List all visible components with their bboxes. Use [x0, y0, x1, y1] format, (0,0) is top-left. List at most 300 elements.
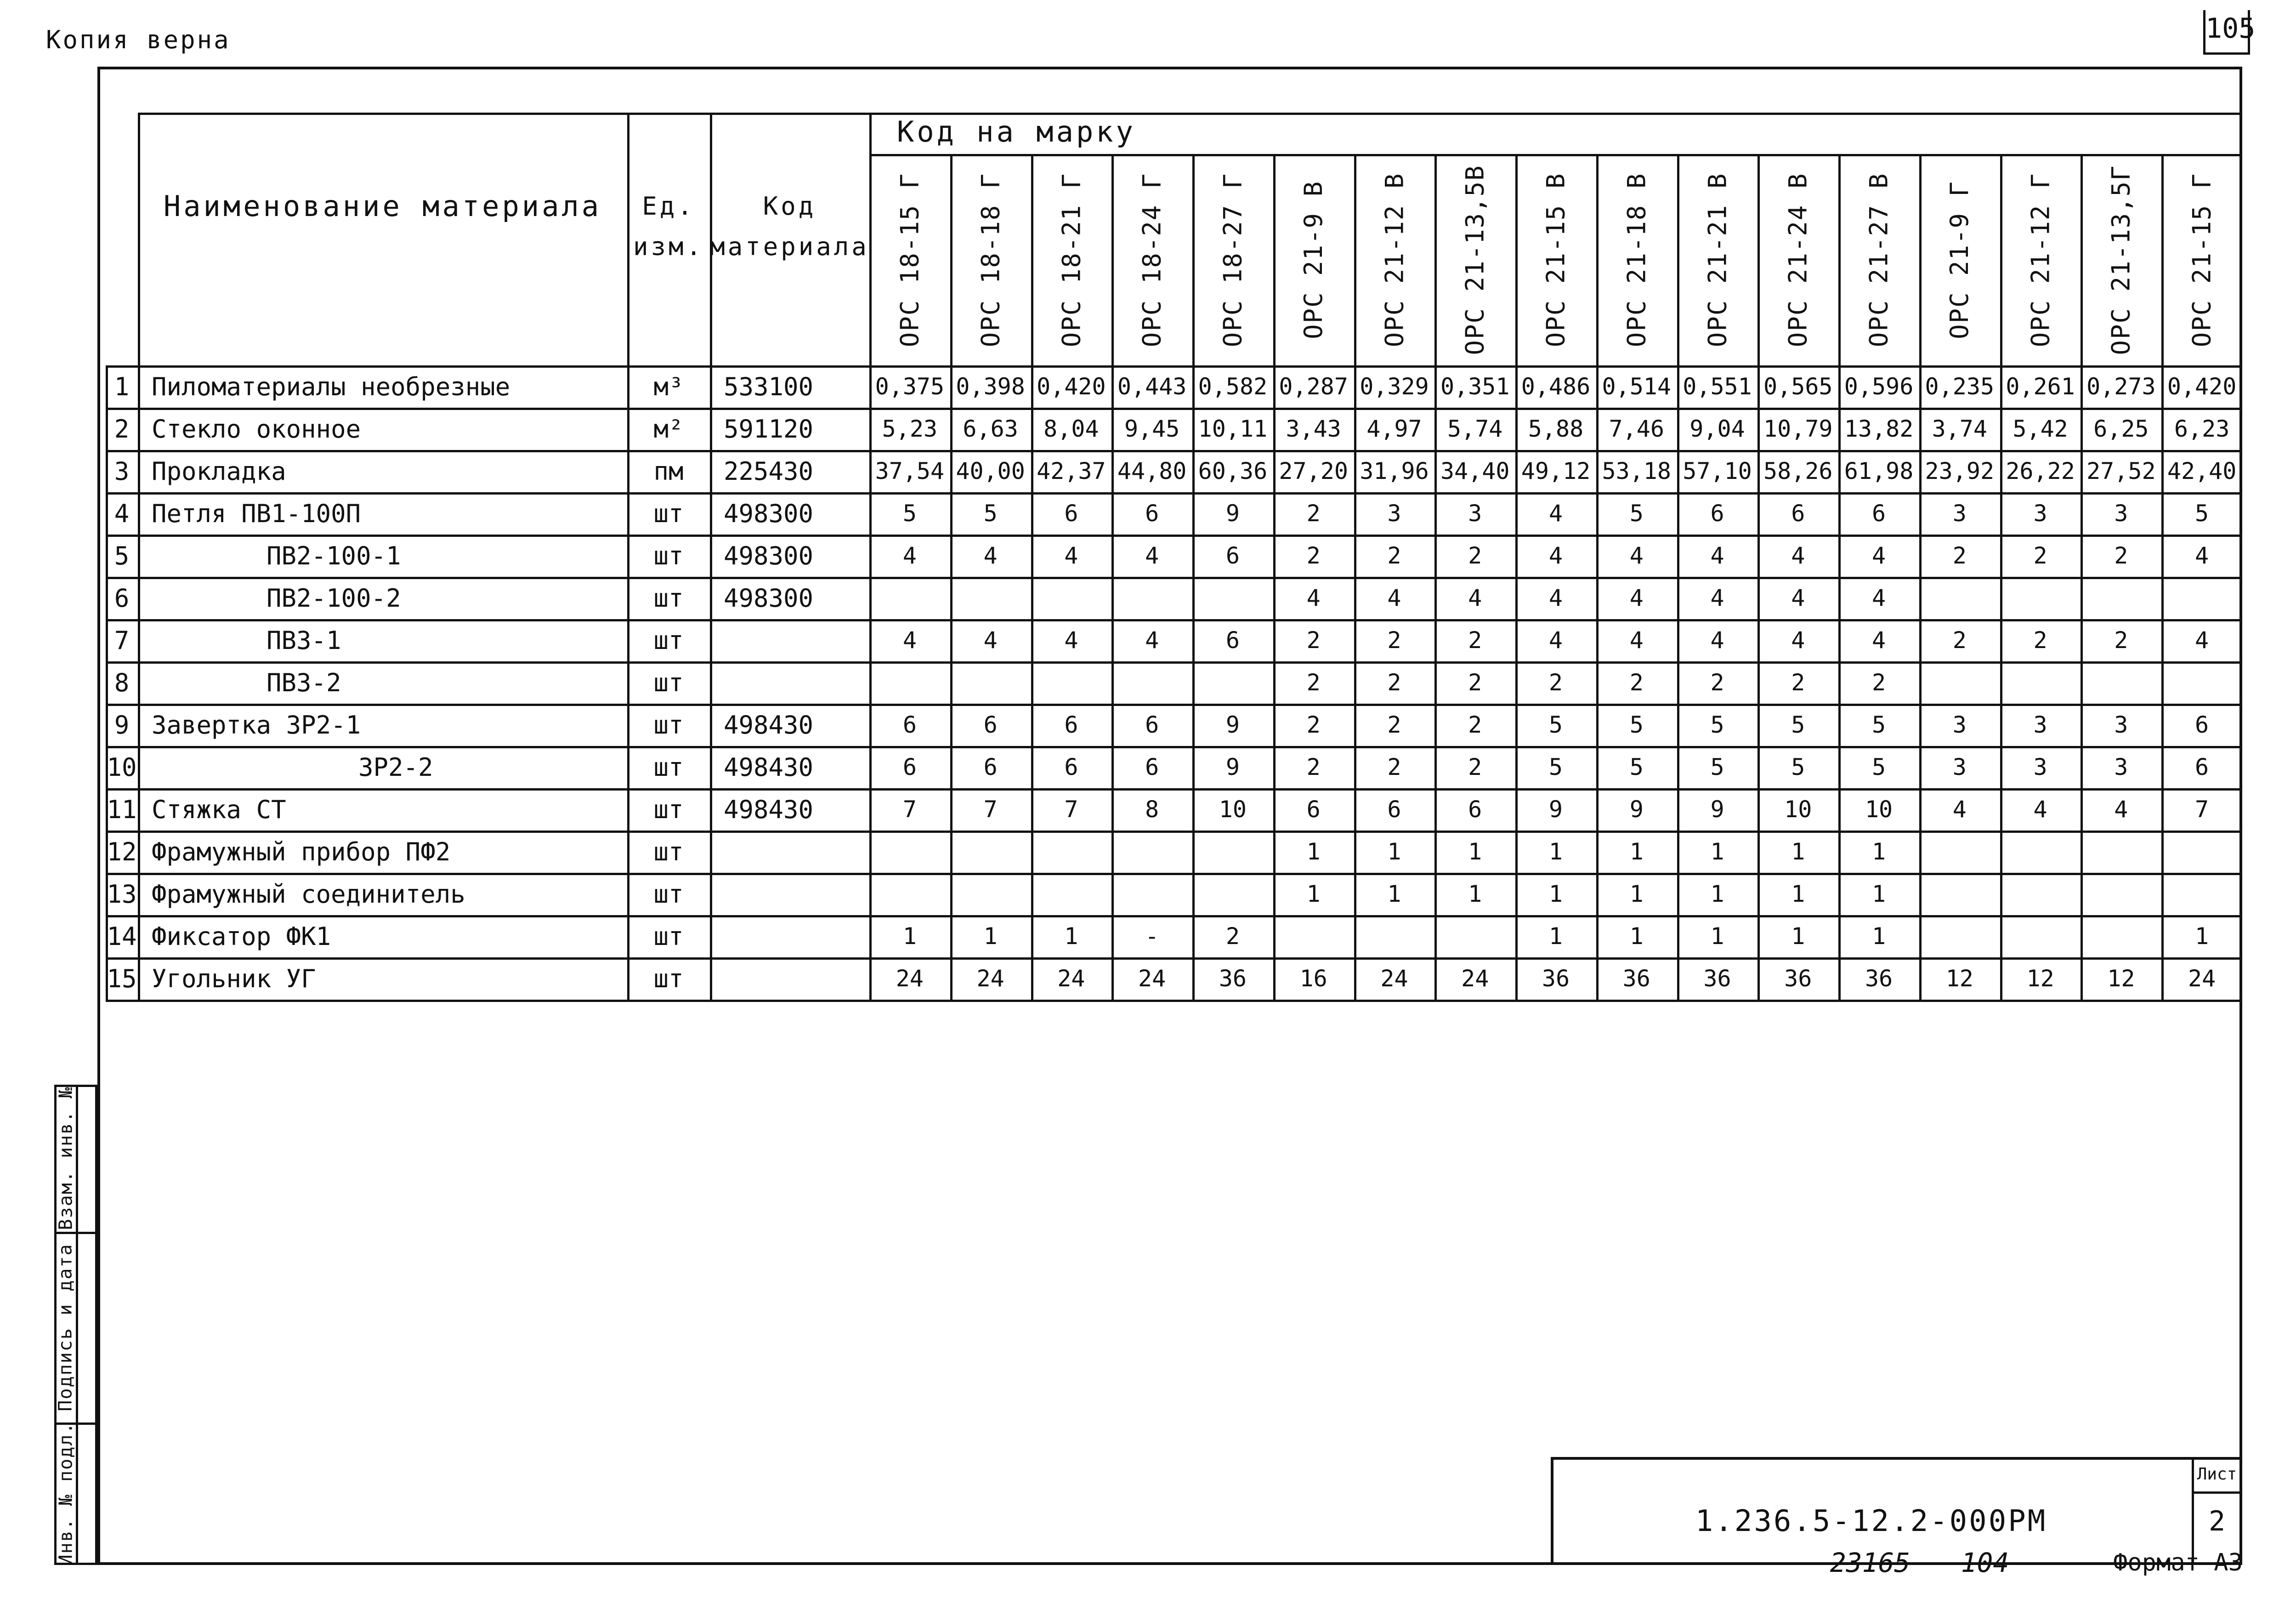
- quantity-cell: 42,37: [1037, 458, 1106, 484]
- quantity-cell: [950, 577, 1031, 619]
- quantity-cell: 9: [1225, 500, 1240, 527]
- quantity-cell: 0,287: [1279, 373, 1348, 400]
- material-name: ПВ3-2: [266, 668, 341, 697]
- mark-header-label: ОРС 21-21 В: [1703, 172, 1732, 347]
- quantity-cell: 6,25: [2093, 415, 2149, 442]
- quantity-cell: [1031, 577, 1112, 619]
- quantity-cell: 2: [2114, 542, 2128, 569]
- quantity-cell: 4: [1791, 585, 1805, 611]
- quantity-cell: 5,23: [882, 415, 938, 442]
- material-name: Петля ПВ1-100П: [152, 499, 361, 528]
- quantity-cell: [2000, 873, 2081, 915]
- unit: шт: [653, 668, 684, 697]
- quantity-cell: [1111, 831, 1192, 873]
- mark-header: [1596, 154, 1677, 365]
- row-number: 2: [114, 414, 130, 444]
- quantity-cell: 4: [1387, 585, 1401, 611]
- quantity-cell: 1: [1710, 923, 1724, 950]
- quantity-cell: 5: [1629, 500, 1644, 527]
- mark-header-label: ОРС 18-27 Г: [1218, 172, 1247, 347]
- unit: шт: [653, 752, 684, 782]
- quantity-cell: 7: [2195, 796, 2209, 823]
- material-code: [710, 661, 869, 704]
- quantity-cell: 2: [1306, 500, 1321, 527]
- quantity-cell: 24: [976, 965, 1004, 992]
- quantity-cell: 4: [1548, 542, 1563, 569]
- quantity-cell: 0,235: [1925, 373, 1995, 400]
- quantity-cell: 0,420: [2167, 373, 2237, 400]
- quantity-cell: 3,43: [1286, 415, 1341, 442]
- material-name: Фиксатор ФК1: [152, 922, 331, 951]
- material-code: [710, 957, 869, 1000]
- quantity-cell: 2: [2033, 542, 2047, 569]
- mark-header: [1192, 154, 1273, 365]
- quantity-cell: 0,351: [1440, 373, 1510, 400]
- quantity-cell: 6: [1145, 500, 1159, 527]
- quantity-cell: 3: [2033, 754, 2047, 780]
- quantity-cell: [869, 831, 950, 873]
- quantity-cell: 3: [1952, 711, 1967, 738]
- quantity-cell: [1192, 831, 1273, 873]
- mark-header-label: ОРС 18-24 Г: [1137, 172, 1167, 347]
- quantity-cell: 0,375: [875, 373, 945, 400]
- quantity-cell: 24: [896, 965, 924, 992]
- unit: м²: [653, 414, 684, 444]
- quantity-cell: 26,22: [2006, 458, 2075, 484]
- quantity-cell: 2: [1468, 669, 1482, 696]
- quantity-cell: 9: [1225, 711, 1240, 738]
- quantity-cell: 4: [1791, 542, 1805, 569]
- quantity-cell: 58,26: [1763, 458, 1833, 484]
- quantity-cell: 40,00: [956, 458, 1025, 484]
- material-code: 498430: [724, 795, 814, 824]
- quantity-cell: 5: [983, 500, 998, 527]
- copy-mark: Копия верна: [46, 25, 231, 54]
- quantity-cell: 3: [1387, 500, 1401, 527]
- quantity-cell: [1354, 915, 1435, 957]
- quantity-cell: 4: [1710, 627, 1724, 654]
- quantity-cell: 4: [1710, 542, 1724, 569]
- quantity-cell: 42,40: [2167, 458, 2237, 484]
- quantity-cell: [2081, 577, 2161, 619]
- quantity-cell: 0,398: [956, 373, 1025, 400]
- unit: м³: [653, 372, 684, 401]
- quantity-cell: 31,96: [1360, 458, 1429, 484]
- quantity-cell: 0,420: [1037, 373, 1106, 400]
- quantity-cell: 5,74: [1447, 415, 1503, 442]
- quantity-cell: 3: [1952, 754, 1967, 780]
- quantity-cell: [2161, 577, 2242, 619]
- quantity-cell: 4,97: [1366, 415, 1422, 442]
- quantity-cell: 6,23: [2174, 415, 2230, 442]
- quantity-cell: 0,261: [2006, 373, 2075, 400]
- quantity-cell: 4: [2195, 627, 2209, 654]
- quantity-cell: 5: [2195, 500, 2209, 527]
- mark-header-label: ОРС 21-15 Г: [2187, 172, 2217, 347]
- quantity-cell: [1031, 873, 1112, 915]
- mark-header-label: ОРС 21-15 В: [1541, 172, 1570, 347]
- material-name: Фрамужный прибор ПФ2: [152, 837, 451, 866]
- header-group: Код на марку: [897, 115, 1136, 148]
- quantity-cell: 3: [2114, 754, 2128, 780]
- quantity-cell: 4: [1871, 542, 1886, 569]
- quantity-cell: 2: [2114, 627, 2128, 654]
- quantity-cell: 4: [1306, 585, 1321, 611]
- quantity-cell: 4: [1064, 627, 1078, 654]
- material-code: [710, 873, 869, 915]
- quantity-cell: 1: [1548, 881, 1563, 907]
- quantity-cell: [1192, 661, 1273, 704]
- quantity-cell: 2: [1468, 627, 1482, 654]
- row-number: 10: [107, 752, 137, 782]
- quantity-cell: 1: [1629, 923, 1644, 950]
- quantity-cell: 36: [1219, 965, 1247, 992]
- quantity-cell: 2: [1468, 542, 1482, 569]
- quantity-cell: [1273, 915, 1354, 957]
- quantity-cell: 7: [1064, 796, 1078, 823]
- quantity-cell: [869, 873, 950, 915]
- quantity-cell: 5: [1548, 754, 1563, 780]
- table-top-line: [138, 113, 2242, 115]
- quantity-cell: 6: [1145, 754, 1159, 780]
- quantity-cell: 1: [1791, 881, 1805, 907]
- row-number: 5: [114, 541, 130, 570]
- quantity-cell: 6: [983, 754, 998, 780]
- quantity-cell: 1: [1791, 838, 1805, 865]
- quantity-cell: 1: [1871, 838, 1886, 865]
- mark-header: [1757, 154, 1838, 365]
- material-code: 498430: [724, 752, 814, 782]
- material-code: 225430: [724, 456, 814, 486]
- material-code: [710, 831, 869, 873]
- row-number: 4: [114, 499, 130, 528]
- quantity-cell: [869, 661, 950, 704]
- quantity-cell: 9: [1710, 796, 1724, 823]
- quantity-cell: [1111, 577, 1192, 619]
- quantity-cell: 0,514: [1602, 373, 1671, 400]
- quantity-cell: 1: [1387, 838, 1401, 865]
- quantity-cell: [1031, 831, 1112, 873]
- quantity-cell: [2000, 831, 2081, 873]
- row-number: 8: [114, 668, 130, 697]
- quantity-cell: 4: [983, 542, 998, 569]
- quantity-cell: 1: [1710, 881, 1724, 907]
- quantity-cell: [1919, 577, 2000, 619]
- quantity-cell: 12: [2026, 965, 2054, 992]
- quantity-cell: 1: [1871, 923, 1886, 950]
- quantity-cell: 6: [902, 754, 917, 780]
- quantity-cell: 49,12: [1521, 458, 1591, 484]
- quantity-cell: 24: [1138, 965, 1166, 992]
- quantity-cell: 2: [1387, 711, 1401, 738]
- quantity-cell: 6: [983, 711, 998, 738]
- quantity-cell: 36: [1703, 965, 1731, 992]
- mark-header-label: ОРС 21-24 В: [1783, 172, 1813, 347]
- quantity-cell: 5: [1871, 711, 1886, 738]
- row-number: 15: [107, 964, 137, 993]
- quantity-cell: 2: [1468, 711, 1482, 738]
- quantity-cell: 10: [1784, 796, 1812, 823]
- row-number: 9: [114, 710, 130, 740]
- sheet-number-top: 105: [2203, 10, 2250, 55]
- quantity-cell: [1919, 831, 2000, 873]
- quantity-cell: 9: [1225, 754, 1240, 780]
- quantity-cell: 1: [983, 923, 998, 950]
- quantity-cell: 7: [902, 796, 917, 823]
- quantity-cell: 36: [1622, 965, 1650, 992]
- quantity-cell: 10: [1219, 796, 1247, 823]
- quantity-cell: 1: [1306, 881, 1321, 907]
- quantity-cell: 5: [1629, 754, 1644, 780]
- quantity-cell: 2: [1629, 669, 1644, 696]
- quantity-cell: 9: [1629, 796, 1644, 823]
- side-strip-label: Инв. № подл.: [55, 1422, 77, 1566]
- material-name: Фрамужный соединитель: [152, 879, 465, 909]
- unit: шт: [653, 795, 684, 824]
- quantity-cell: 0,551: [1683, 373, 1752, 400]
- quantity-cell: 5: [1629, 711, 1644, 738]
- quantity-cell: [950, 661, 1031, 704]
- quantity-cell: 16: [1299, 965, 1327, 992]
- material-code: 533100: [724, 372, 814, 401]
- quantity-cell: 57,10: [1683, 458, 1752, 484]
- quantity-cell: 4: [1871, 585, 1886, 611]
- quantity-cell: 24: [1380, 965, 1408, 992]
- row-number: 13: [107, 879, 137, 909]
- side-strip-field: [54, 1423, 77, 1565]
- format-label: Формат А3: [2113, 1549, 2243, 1576]
- quantity-cell: [2161, 873, 2242, 915]
- quantity-cell: 2: [1387, 627, 1401, 654]
- quantity-cell: 10: [1865, 796, 1893, 823]
- row-number: 12: [107, 837, 137, 866]
- quantity-cell: 2: [1710, 669, 1724, 696]
- quantity-cell: 2: [1387, 542, 1401, 569]
- mark-header: [869, 154, 950, 365]
- quantity-cell: 4: [902, 542, 917, 569]
- quantity-cell: [2081, 915, 2161, 957]
- mark-header-label: ОРС 21-27 В: [1864, 172, 1893, 347]
- quantity-cell: 4: [1710, 585, 1724, 611]
- mark-header-label: ОРС 21-12 В: [1379, 172, 1409, 347]
- quantity-cell: 3: [2114, 500, 2128, 527]
- quantity-cell: 4: [1468, 585, 1482, 611]
- unit: шт: [653, 879, 684, 909]
- sheet-number: 2: [2208, 1505, 2226, 1537]
- unit: шт: [653, 499, 684, 528]
- mark-header: [2000, 154, 2081, 365]
- mark-header-label: ОРС 18-21 Г: [1056, 172, 1086, 347]
- mark-header: [950, 154, 1031, 365]
- quantity-cell: 24: [2188, 965, 2216, 992]
- unit: шт: [653, 626, 684, 655]
- quantity-cell: 7,46: [1609, 415, 1664, 442]
- material-name: Стекло оконное: [152, 414, 361, 444]
- quantity-cell: 6: [1710, 500, 1724, 527]
- quantity-cell: [950, 831, 1031, 873]
- quantity-cell: 5: [1548, 711, 1563, 738]
- quantity-cell: 5: [1791, 711, 1805, 738]
- quantity-cell: 4: [1548, 500, 1563, 527]
- quantity-cell: 60,36: [1198, 458, 1268, 484]
- quantity-cell: 4: [1952, 796, 1967, 823]
- header-name: Наименование материала: [163, 189, 602, 223]
- quantity-cell: 2: [1871, 669, 1886, 696]
- mark-header: [2161, 154, 2242, 365]
- quantity-cell: 6: [902, 711, 917, 738]
- material-code: [710, 619, 869, 661]
- quantity-cell: [2000, 661, 2081, 704]
- quantity-cell: 44,80: [1117, 458, 1187, 484]
- quantity-cell: [1434, 915, 1515, 957]
- mark-header: [1354, 154, 1435, 365]
- quantity-cell: 4: [2195, 542, 2209, 569]
- quantity-cell: [1192, 873, 1273, 915]
- quantity-cell: 2: [1306, 669, 1321, 696]
- quantity-cell: 4: [1871, 627, 1886, 654]
- quantity-cell: 1: [1387, 881, 1401, 907]
- quantity-cell: 1: [1548, 923, 1563, 950]
- quantity-cell: -: [1145, 923, 1159, 950]
- mark-header: [1677, 154, 1758, 365]
- material-name: ЗР2-2: [358, 752, 433, 782]
- quantity-cell: 53,18: [1602, 458, 1671, 484]
- header-code: Код материала: [710, 192, 869, 261]
- quantity-cell: 4: [1064, 542, 1078, 569]
- quantity-cell: 6: [1871, 500, 1886, 527]
- quantity-cell: 4: [2114, 796, 2128, 823]
- quantity-cell: 10,79: [1763, 415, 1833, 442]
- quantity-cell: 3: [2033, 500, 2047, 527]
- quantity-cell: 6: [1468, 796, 1482, 823]
- quantity-cell: 1: [1306, 838, 1321, 865]
- quantity-cell: 5,42: [2013, 415, 2068, 442]
- quantity-cell: 2: [1548, 669, 1563, 696]
- quantity-cell: 1: [1548, 838, 1563, 865]
- mark-header: [1515, 154, 1596, 365]
- quantity-cell: 3: [1468, 500, 1482, 527]
- quantity-cell: 0,486: [1521, 373, 1591, 400]
- mark-header: [1031, 154, 1112, 365]
- row-number: 11: [107, 795, 137, 824]
- quantity-cell: 1: [1629, 838, 1644, 865]
- quantity-cell: 6: [2195, 754, 2209, 780]
- row-line: [106, 1000, 2242, 1002]
- mark-header: [1273, 154, 1354, 365]
- mark-header: [1111, 154, 1192, 365]
- quantity-cell: 12: [1945, 965, 1973, 992]
- quantity-cell: [2161, 661, 2242, 704]
- quantity-cell: 5: [1710, 711, 1724, 738]
- row-number: 3: [114, 456, 130, 486]
- material-code: 498300: [724, 583, 814, 613]
- quantity-cell: 8: [1145, 796, 1159, 823]
- quantity-cell: [2081, 873, 2161, 915]
- quantity-cell: [1111, 873, 1192, 915]
- quantity-cell: 4: [1548, 585, 1563, 611]
- quantity-cell: 2: [1952, 627, 1967, 654]
- quantity-cell: 12: [2107, 965, 2135, 992]
- mark-header: [1838, 154, 1919, 365]
- quantity-cell: 5: [902, 500, 917, 527]
- quantity-cell: 2: [1468, 754, 1482, 780]
- material-name: ПВ2-100-2: [266, 583, 401, 613]
- quantity-cell: 1: [1064, 923, 1078, 950]
- unit: шт: [653, 964, 684, 993]
- quantity-cell: 13,82: [1844, 415, 1914, 442]
- quantity-cell: 2: [1306, 711, 1321, 738]
- quantity-cell: 3: [2033, 711, 2047, 738]
- quantity-cell: 27,20: [1279, 458, 1348, 484]
- quantity-cell: 7: [983, 796, 998, 823]
- quantity-cell: 5: [1871, 754, 1886, 780]
- quantity-cell: 1: [1791, 923, 1805, 950]
- quantity-cell: [2161, 831, 2242, 873]
- mark-header-label: ОРС 18-15 Г: [895, 172, 924, 347]
- mark-header: [2081, 154, 2161, 365]
- quantity-cell: 4: [983, 627, 998, 654]
- quantity-cell: 1: [1871, 881, 1886, 907]
- quantity-cell: 0,443: [1117, 373, 1187, 400]
- quantity-cell: 2: [1306, 627, 1321, 654]
- quantity-cell: 2: [1306, 542, 1321, 569]
- material-name: Пиломатериалы необрезные: [152, 372, 510, 401]
- quantity-cell: 1: [1468, 881, 1482, 907]
- material-name: Угольник УГ: [152, 964, 316, 993]
- mark-header-label: ОРС 21-18 В: [1622, 172, 1651, 347]
- quantity-cell: 9,45: [1124, 415, 1180, 442]
- quantity-cell: 0,565: [1763, 373, 1833, 400]
- quantity-cell: 8,04: [1043, 415, 1099, 442]
- quantity-cell: [1031, 661, 1112, 704]
- quantity-cell: 6: [1145, 711, 1159, 738]
- unit: шт: [653, 837, 684, 866]
- quantity-cell: 5: [1710, 754, 1724, 780]
- side-strip-label: Подпись и дата: [55, 1243, 76, 1411]
- quantity-cell: [1919, 873, 2000, 915]
- quantity-cell: 2: [1306, 754, 1321, 780]
- sheet-count: 104: [1961, 1547, 2009, 1578]
- quantity-cell: 1: [902, 923, 917, 950]
- quantity-cell: 4: [2033, 796, 2047, 823]
- quantity-cell: 6: [1064, 500, 1078, 527]
- quantity-cell: 1: [1629, 881, 1644, 907]
- quantity-cell: 6: [1225, 542, 1240, 569]
- side-strip-field: [54, 1085, 77, 1232]
- material-code: 498300: [724, 499, 814, 528]
- quantity-cell: [1111, 661, 1192, 704]
- quantity-cell: 0,596: [1844, 373, 1914, 400]
- quantity-cell: 0,273: [2086, 373, 2156, 400]
- quantity-cell: 2: [1387, 754, 1401, 780]
- side-strip-inner-line: [76, 1085, 78, 1565]
- side-strip-label: Взам. инв. №: [55, 1086, 77, 1230]
- quantity-cell: 24: [1057, 965, 1085, 992]
- quantity-cell: 37,54: [875, 458, 945, 484]
- quantity-cell: [869, 577, 950, 619]
- document-designation: 1.236.5-12.2-000РМ: [1695, 1504, 2047, 1538]
- quantity-cell: 2: [1387, 669, 1401, 696]
- quantity-cell: 6: [1064, 711, 1078, 738]
- row-number: 1: [114, 372, 130, 401]
- quantity-cell: 2: [1225, 923, 1240, 950]
- quantity-cell: 1: [1468, 838, 1482, 865]
- inventory-number: 23165: [1830, 1547, 1910, 1578]
- quantity-cell: [2081, 661, 2161, 704]
- quantity-cell: 3: [2114, 711, 2128, 738]
- mark-header: [1434, 154, 1515, 365]
- quantity-cell: 3,74: [1932, 415, 1988, 442]
